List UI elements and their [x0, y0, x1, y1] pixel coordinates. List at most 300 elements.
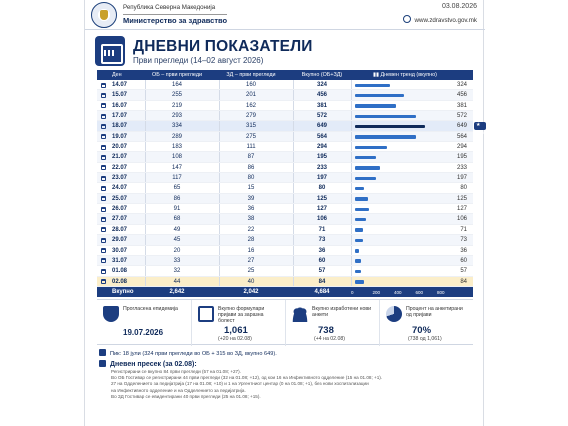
total-cell: 456 [316, 92, 327, 99]
footer-total: 4,684 [314, 289, 330, 295]
calendar-icon [101, 124, 106, 129]
zd-cell: 36 [247, 206, 255, 213]
republic-name: Република Северна Македонија [123, 4, 216, 11]
calendar-icon [95, 36, 125, 66]
column-divider [351, 152, 352, 161]
ob-cell: 49 [173, 226, 181, 233]
trend-bar [355, 166, 380, 170]
trend-bar [355, 125, 425, 129]
trend-value: 127 [456, 206, 467, 213]
ob-cell: 44 [173, 278, 181, 285]
card-label: Процент на анкетирани од пријави [406, 306, 463, 318]
ob-cell: 68 [173, 216, 181, 223]
trend-value: 456 [456, 92, 467, 99]
column-divider [145, 163, 146, 172]
trend-bar [355, 249, 359, 253]
col-total: Вкупно (ОБ+ЗД) [301, 72, 343, 78]
column-divider [219, 256, 220, 265]
column-divider [351, 204, 352, 213]
calendar-icon [101, 238, 106, 243]
zd-cell: 315 [245, 123, 256, 130]
column-divider [351, 183, 352, 192]
column-divider [293, 132, 294, 141]
total-cell: 572 [316, 113, 327, 120]
column-divider [351, 163, 352, 172]
card-value: 1,061 [224, 325, 248, 336]
total-cell: 57 [318, 268, 326, 275]
day-cell: 21.07 [112, 154, 128, 161]
column-divider [219, 101, 220, 110]
trend-value: 71 [460, 226, 467, 233]
trend-value: 106 [456, 216, 467, 223]
column-divider [145, 183, 146, 192]
column-divider [219, 214, 220, 223]
clipboard-icon [198, 306, 214, 322]
table-row [97, 235, 473, 245]
total-cell: 80 [318, 185, 326, 192]
card-surveys [285, 300, 379, 346]
zd-cell: 40 [247, 278, 255, 285]
zd-cell: 279 [245, 113, 256, 120]
trend-value: 195 [456, 154, 467, 161]
column-divider [219, 235, 220, 244]
ob-cell: 91 [173, 206, 181, 213]
ob-cell: 65 [173, 185, 181, 192]
column-divider [145, 204, 146, 213]
total-cell: 71 [318, 226, 326, 233]
column-divider [145, 152, 146, 161]
ob-cell: 33 [173, 257, 181, 264]
axis-tick: 600 [415, 290, 424, 295]
table-row [97, 214, 473, 224]
column-divider [351, 246, 352, 255]
total-cell: 73 [318, 237, 326, 244]
zd-cell: 80 [247, 175, 255, 182]
calendar-icon [101, 258, 106, 263]
calendar-icon [101, 248, 106, 253]
column-divider [293, 256, 294, 265]
report-page [84, 0, 484, 426]
trend-value: 84 [460, 278, 467, 285]
col-zd: ЗД – први прегледи [226, 72, 276, 78]
total-cell: 60 [318, 257, 326, 264]
report-date: 03.08.2026 [441, 3, 477, 10]
calendar-icon [101, 165, 106, 170]
column-divider [219, 225, 220, 234]
calendar-icon [101, 207, 106, 212]
column-divider [293, 225, 294, 234]
trend-bar [355, 94, 404, 98]
column-divider [219, 90, 220, 99]
zd-cell: 275 [245, 133, 256, 140]
column-divider [351, 225, 352, 234]
trend-value: 36 [460, 247, 467, 254]
ob-cell: 117 [172, 175, 182, 182]
table-row [97, 246, 473, 256]
column-divider [351, 173, 352, 182]
column-divider [351, 90, 352, 99]
coat-of-arms-icon [91, 2, 117, 28]
table-row [97, 132, 473, 142]
column-divider [293, 173, 294, 182]
column-divider [351, 111, 352, 120]
globe-icon [403, 15, 411, 23]
day-cell: 31.07 [112, 257, 128, 264]
card-value: 19.07.2026 [123, 328, 164, 337]
column-divider [351, 80, 352, 89]
calendar-icon [101, 196, 106, 201]
zd-cell: 25 [247, 268, 255, 275]
calendar-icon [101, 279, 106, 284]
table-row [97, 194, 473, 204]
card-sub: (+4 на 02.08) [314, 336, 345, 342]
day-cell: 27.07 [112, 216, 128, 223]
total-cell: 294 [316, 144, 327, 151]
website[interactable] [403, 15, 477, 24]
table-row [97, 183, 473, 193]
card-label: Вкупно формулари пријави за заразна болест [218, 306, 265, 324]
trend-value: 125 [456, 195, 467, 202]
press-line: Во ЗД Гостивар се евидентирани 40 први прегледи (25 на 01.08; +15). [111, 393, 261, 399]
col-trend-label: Дневен тренд (вкупно) [380, 72, 437, 78]
day-cell: 01.08 [112, 268, 128, 275]
column-divider [145, 101, 146, 110]
column-divider [293, 246, 294, 255]
column-divider [293, 101, 294, 110]
zd-cell: 15 [247, 185, 255, 192]
total-cell: 106 [316, 216, 327, 223]
trend-value: 381 [456, 102, 467, 109]
trend-bar [355, 177, 376, 181]
table-row [97, 173, 473, 183]
calendar-icon [101, 93, 106, 98]
column-divider [293, 235, 294, 244]
day-cell: 02.08 [112, 278, 128, 285]
card-epidemic [97, 300, 191, 346]
column-divider [219, 173, 220, 182]
calendar-icon [101, 114, 106, 119]
column-divider [351, 214, 352, 223]
total-cell: 197 [316, 175, 327, 182]
zd-cell: 39 [247, 195, 255, 202]
trend-value: 73 [460, 237, 467, 244]
axis-tick: 0 [351, 290, 354, 295]
col-day: Ден [112, 72, 122, 78]
column-divider [219, 80, 220, 89]
day-cell: 16.07 [112, 102, 128, 109]
zd-cell: 111 [246, 144, 256, 151]
ob-cell: 164 [171, 82, 182, 88]
press-heading [99, 360, 197, 368]
press-lines [111, 369, 471, 400]
trend-value: 233 [456, 164, 467, 171]
column-divider [219, 163, 220, 172]
column-divider [219, 152, 220, 161]
pie-chart-icon [386, 306, 402, 322]
total-cell: 195 [316, 154, 327, 161]
trend-bar [355, 208, 369, 212]
card-sub: (738 од 1,061) [408, 336, 442, 342]
column-divider [293, 214, 294, 223]
trend-bar [355, 156, 376, 160]
column-divider [219, 194, 220, 203]
total-cell: 84 [318, 278, 326, 285]
trend-value: 564 [456, 133, 467, 140]
col-ob: ОБ – први прегледи [152, 72, 202, 78]
table-row [97, 225, 473, 235]
table-row [97, 204, 473, 214]
day-cell: 23.07 [112, 175, 128, 182]
table-body [97, 80, 485, 287]
column-divider [293, 152, 294, 161]
trend-axis [351, 290, 464, 296]
press-line: 27 на Одделението за педијатрија (17 на 01.08; +10) и 1 на Ургентниот центар (0 на 01.08; +1), без нови хоспитализации [111, 381, 369, 387]
total-cell: 381 [316, 102, 327, 109]
page-subtitle: Први прегледи (14–02 август 2026) [133, 56, 264, 65]
column-divider [219, 142, 220, 151]
header [85, 0, 485, 30]
trend-bar [355, 115, 416, 119]
trend-value: 60 [460, 257, 467, 264]
column-divider [145, 111, 146, 120]
column-divider [351, 101, 352, 110]
zd-cell: 38 [247, 216, 255, 223]
peak-note [99, 349, 277, 357]
pin-icon [99, 349, 106, 356]
table-row [97, 163, 473, 173]
ob-cell: 108 [171, 154, 182, 161]
total-cell: 649 [316, 123, 327, 130]
trend-bar [355, 228, 363, 232]
column-divider [293, 277, 294, 286]
column-divider [351, 194, 352, 203]
zd-cell: 160 [245, 82, 256, 88]
calendar-icon [101, 176, 106, 181]
column-divider [145, 173, 146, 182]
column-divider [145, 90, 146, 99]
trend-bar [355, 270, 361, 274]
table-row [97, 266, 473, 276]
ob-cell: 32 [173, 268, 181, 275]
trend-bar [355, 218, 366, 222]
zd-cell: 86 [247, 164, 255, 171]
ob-cell: 334 [171, 123, 182, 130]
column-divider [145, 246, 146, 255]
column-divider [219, 132, 220, 141]
press-line: на Инфективното одделение и на Одделението за педијатрија. [111, 387, 246, 393]
axis-tick: 800 [437, 290, 445, 295]
column-divider [145, 132, 146, 141]
day-cell: 18.07 [112, 123, 128, 130]
day-cell: 17.07 [112, 113, 128, 120]
column-divider [293, 90, 294, 99]
chart-icon [99, 360, 106, 367]
website-url[interactable]: www.zdravstvo.gov.mk [414, 17, 477, 24]
total-cell: 127 [316, 206, 327, 213]
column-divider [145, 277, 146, 286]
ob-cell: 293 [171, 113, 182, 120]
trend-value: 57 [460, 268, 467, 275]
ob-cell: 20 [173, 247, 181, 254]
calendar-icon [101, 83, 106, 88]
card-forms [191, 300, 285, 346]
summary-cards [97, 299, 473, 345]
ob-cell: 289 [171, 133, 182, 140]
column-divider [351, 142, 352, 151]
day-cell: 30.07 [112, 247, 128, 254]
zd-cell: 162 [245, 102, 256, 109]
card-value: 70% [412, 325, 432, 336]
column-divider [145, 256, 146, 265]
column-divider [145, 225, 146, 234]
column-divider [351, 266, 352, 275]
column-divider [293, 204, 294, 213]
trend-value: 294 [456, 144, 467, 151]
calendar-icon [101, 134, 106, 139]
zd-cell: 22 [247, 226, 255, 233]
trend-bar [355, 135, 416, 139]
column-divider [219, 204, 220, 213]
table-row [97, 101, 473, 111]
table-row [97, 142, 473, 152]
table-row [97, 111, 473, 121]
ob-cell: 86 [173, 195, 181, 202]
column-divider [219, 111, 220, 120]
card-label: Вкупно изработени нови анкети [312, 306, 371, 318]
calendar-icon [101, 227, 106, 232]
card-label: Прогласена епидемија [123, 306, 178, 312]
press-line: Регистрирани се вкупно 84 први прегледи (57 на 01.08; +27). [111, 369, 241, 374]
column-divider [293, 163, 294, 172]
trend-value: 324 [456, 82, 467, 88]
trend-bar [355, 104, 396, 108]
column-divider [145, 235, 146, 244]
day-cell: 26.07 [112, 206, 128, 213]
trend-value: 80 [460, 185, 467, 192]
zd-cell: 16 [247, 247, 255, 254]
table-row [97, 152, 473, 162]
column-divider [145, 214, 146, 223]
day-cell: 15.07 [112, 92, 128, 99]
axis-tick: 200 [372, 290, 381, 295]
press-heading-text: Дневен пресек (за 02.08): [110, 361, 197, 368]
column-divider [293, 121, 294, 130]
ob-cell: 255 [171, 92, 182, 99]
zd-cell: 87 [247, 154, 255, 161]
trend-value: 649 [456, 123, 467, 130]
axis-tick: 400 [394, 290, 402, 295]
total-cell: 233 [316, 164, 327, 171]
column-divider [145, 121, 146, 130]
calendar-icon [101, 155, 106, 160]
trend-bar [355, 146, 387, 150]
day-cell: 14.07 [112, 82, 128, 88]
calendar-icon [101, 186, 106, 191]
column-divider [145, 266, 146, 275]
day-cell: 28.07 [112, 226, 128, 233]
column-divider [145, 194, 146, 203]
day-cell: 25.07 [112, 195, 128, 202]
zd-cell: 201 [245, 92, 256, 99]
footer-label: Вкупно [112, 289, 134, 295]
peak-note-text: Пик: 18 јули (324 први прегледи во ОБ + 315 во ЗД, вкупно 649). [110, 351, 277, 357]
total-cell: 36 [318, 247, 326, 254]
zd-cell: 27 [247, 257, 255, 264]
column-divider [293, 111, 294, 120]
card-value: 738 [318, 325, 334, 336]
day-cell: 20.07 [112, 144, 128, 151]
card-percent [379, 300, 473, 346]
column-divider [219, 121, 220, 130]
table-row [97, 256, 473, 266]
trend-bar [355, 239, 363, 243]
people-icon [292, 306, 308, 322]
total-cell: 125 [316, 195, 327, 202]
column-divider [219, 277, 220, 286]
ob-cell: 45 [173, 237, 181, 244]
column-divider [293, 194, 294, 203]
total-cell: 324 [316, 82, 327, 88]
column-divider [219, 266, 220, 275]
day-cell: 19.07 [112, 133, 128, 140]
trend-bar [355, 259, 361, 263]
zd-cell: 28 [247, 237, 255, 244]
ob-cell: 219 [171, 102, 182, 109]
day-cell: 29.07 [112, 237, 128, 244]
shield-icon [103, 306, 119, 322]
footer-ob: 2,642 [169, 289, 185, 295]
day-cell: 22.07 [112, 164, 128, 171]
trend-bar [355, 84, 390, 88]
column-divider [293, 142, 294, 151]
column-divider [145, 80, 146, 89]
calendar-icon [101, 103, 106, 108]
column-divider [351, 277, 352, 286]
column-divider [351, 121, 352, 130]
table-header [97, 70, 473, 80]
ob-cell: 147 [171, 164, 182, 171]
table-row [97, 80, 473, 90]
column-divider [293, 266, 294, 275]
column-divider [351, 235, 352, 244]
ministry-name: Министерство за здравство [123, 16, 228, 25]
press-line: Во ОБ Гостивар се регистрирани 44 први прегледи (32 на 01.08; +12), од кои 16 на Инфективното одделение (15 на 01.08; +1). [111, 375, 383, 381]
column-divider [351, 256, 352, 265]
col-trend: ▮▮ Дневен тренд (вкупно) [373, 72, 437, 78]
trend-bar [355, 187, 364, 191]
trend-bar [355, 197, 368, 201]
page-title: ДНЕВНИ ПОКАЗАТЕЛИ [133, 38, 313, 55]
day-cell: 24.07 [112, 185, 128, 192]
calendar-icon [101, 269, 106, 274]
column-divider [219, 246, 220, 255]
column-divider [351, 132, 352, 141]
column-divider [145, 142, 146, 151]
column-divider [293, 183, 294, 192]
table-row [97, 90, 473, 100]
trend-bar [355, 280, 364, 284]
total-cell: 564 [316, 133, 327, 140]
calendar-icon [101, 217, 106, 222]
ob-cell: 183 [171, 144, 182, 151]
peak-badge: ★ Пик [476, 123, 485, 137]
calendar-icon [101, 145, 106, 150]
table-row [97, 277, 473, 287]
card-sub: (+20 на 02.08) [218, 336, 252, 342]
footer-zd: 2,042 [243, 289, 259, 295]
column-divider [293, 80, 294, 89]
column-divider [219, 183, 220, 192]
